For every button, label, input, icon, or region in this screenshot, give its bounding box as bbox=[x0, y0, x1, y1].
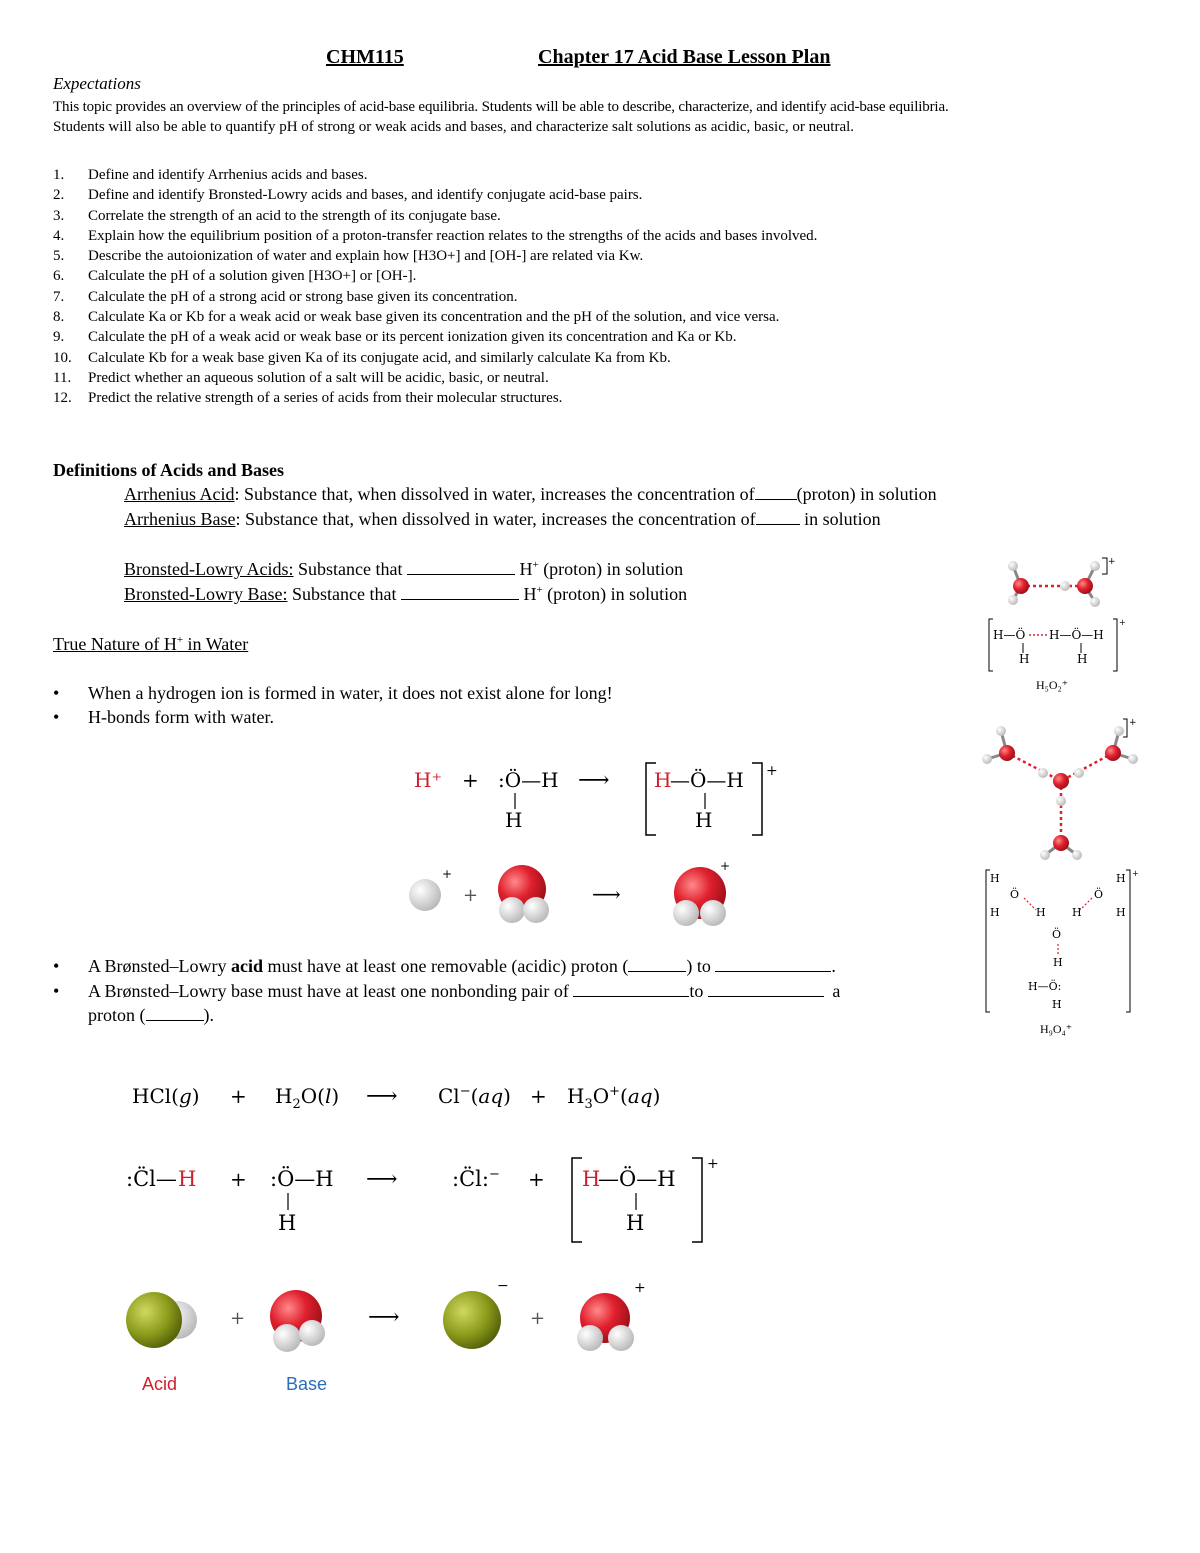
hydrogen-ball bbox=[1008, 595, 1018, 605]
svg-text:Ö: Ö bbox=[1052, 928, 1062, 941]
water-lower-h: H bbox=[505, 808, 523, 832]
course-code: CHM115 bbox=[326, 46, 404, 68]
objective-number: 9. bbox=[53, 329, 65, 346]
rule-text: ). bbox=[203, 1005, 214, 1025]
svg-text:H: H bbox=[1116, 872, 1126, 885]
bracket-left bbox=[572, 1158, 582, 1242]
plus-sign: + bbox=[230, 1308, 246, 1329]
bl-base-rule-continued bbox=[88, 1005, 214, 1026]
rule-text: . bbox=[831, 956, 836, 976]
hcl-lewis-h: H bbox=[178, 1167, 197, 1191]
definition-text: Substance that bbox=[291, 584, 397, 604]
charge-plus: + bbox=[720, 859, 731, 873]
charge-plus: + bbox=[634, 1280, 646, 1296]
fill-in-blank bbox=[401, 584, 519, 600]
objective-item bbox=[53, 287, 1153, 307]
chlorine-ball bbox=[126, 1292, 182, 1348]
fill-in-blank bbox=[146, 1005, 204, 1021]
hcl-lewis-cl: :C̈l— bbox=[126, 1167, 177, 1191]
bl-base-term: Bronsted-Lowry Base: bbox=[124, 584, 288, 604]
page-title: Chapter 17 Acid Base Lesson Plan bbox=[538, 46, 831, 68]
hydrogen-ball bbox=[1074, 768, 1084, 778]
reaction-arrow: ⟶ bbox=[368, 1305, 400, 1330]
chloride-ball bbox=[443, 1291, 501, 1349]
rule-text: a bbox=[832, 981, 841, 1001]
objective-item bbox=[53, 307, 1153, 327]
bl-base-definition bbox=[124, 584, 687, 605]
plus-sign: + bbox=[230, 1167, 247, 1191]
fill-in-blank bbox=[755, 484, 797, 500]
bullet-dot: • bbox=[53, 707, 60, 727]
hydrogen-ball bbox=[1008, 561, 1018, 571]
svg-text:H: H bbox=[1019, 652, 1030, 666]
water-lewis: :Ö—H bbox=[498, 768, 559, 792]
bracket-right bbox=[692, 1158, 702, 1242]
bl-acid-rule bbox=[88, 956, 836, 977]
objective-text: Predict the relative strength of a series of acids from their molecular structures. bbox=[88, 390, 563, 407]
plus-superscript: + bbox=[176, 634, 184, 646]
hydrogen-ball bbox=[673, 900, 699, 926]
definition-text: : Substance that, when dissolved in water, increases the concentration of bbox=[235, 509, 756, 529]
fill-in-blank bbox=[573, 981, 689, 997]
bl-acid-term: Bronsted-Lowry Acids: bbox=[124, 559, 294, 579]
objective-item bbox=[53, 226, 1153, 246]
objective-text: Define and identify Arrhenius acids and bases. bbox=[88, 167, 368, 183]
hcl-reaction-equation bbox=[120, 1075, 680, 1119]
chloride-formula: Cl−(aq) bbox=[438, 1084, 511, 1108]
hydrogen-ball bbox=[299, 1320, 325, 1346]
hydronium-lower-h: H bbox=[695, 808, 713, 832]
arrhenius-acid-term: Arrhenius Acid bbox=[124, 484, 235, 504]
oxygen-ball bbox=[1105, 745, 1121, 761]
objective-number: 3. bbox=[53, 207, 65, 224]
plus-sign: + bbox=[463, 885, 479, 906]
objective-item bbox=[53, 348, 1153, 368]
objective-number: 11. bbox=[53, 369, 72, 386]
objective-item bbox=[53, 185, 1153, 205]
fill-in-blank bbox=[628, 956, 686, 972]
hydrogen-ball bbox=[996, 726, 1006, 736]
objective-number: 5. bbox=[53, 248, 65, 265]
rule-text: A Brønsted–Lowry base must have at least one nonbonding pair of bbox=[88, 981, 574, 1001]
hydrogen-ball bbox=[1090, 597, 1100, 607]
hydrogen-ball bbox=[700, 900, 726, 926]
objective-text: Calculate Ka or Kb for a weak acid or weak base given its concentration and the pH of the solution, and vice versa. bbox=[88, 309, 780, 326]
fill-in-blank bbox=[715, 956, 831, 972]
reaction-arrow: ⟶ bbox=[578, 768, 610, 793]
hydrogen-ball bbox=[1056, 796, 1066, 806]
expectations-line-1: This topic provides an overview of the principles of acid-base equilibria. Students will be able to describe, characterize, and identify acid-base equilibria. bbox=[53, 99, 949, 115]
oxygen-ball bbox=[1077, 578, 1093, 594]
hydronium-rest: —Ö—H bbox=[670, 768, 744, 792]
hydrogen-ball bbox=[499, 897, 525, 923]
water-lower-h: H bbox=[278, 1211, 297, 1235]
definition-text: in solution bbox=[804, 509, 881, 529]
objective-item bbox=[53, 327, 1153, 347]
hydronium-formula: $H_3O^+(aq)$ bbox=[567, 1084, 661, 1112]
svg-text:H: H bbox=[1052, 998, 1062, 1011]
svg-text:H—Ö—H: H—Ö—H bbox=[1049, 628, 1104, 642]
h9o4-lewis-structure bbox=[980, 866, 1140, 1016]
plus-superscript: + bbox=[532, 559, 539, 571]
objective-number: 8. bbox=[53, 309, 65, 326]
plus-sign: + bbox=[528, 1167, 545, 1191]
objective-number: 4. bbox=[53, 227, 65, 244]
definition-text: (proton) in solution bbox=[543, 559, 684, 579]
water-lewis: :Ö—H bbox=[270, 1167, 334, 1191]
plus-sign: + bbox=[462, 768, 479, 792]
svg-text:H: H bbox=[1036, 906, 1046, 919]
hydrogen-ball bbox=[1128, 754, 1138, 764]
objective-text: Correlate the strength of an acid to the strength of its conjugate base. bbox=[88, 207, 501, 224]
true-nature-heading bbox=[53, 634, 248, 655]
arrhenius-base-definition bbox=[124, 509, 881, 530]
objective-number: 2. bbox=[53, 187, 65, 204]
svg-text:Ö: Ö bbox=[1094, 888, 1104, 901]
rule-text: to bbox=[689, 981, 704, 1001]
bl-base-rule bbox=[88, 981, 840, 1002]
objective-text: Define and identify Bronsted-Lowry acids and bases, and identify conjugate acid-base pairs. bbox=[88, 187, 643, 204]
hydronium-h-red: H bbox=[582, 1167, 601, 1191]
hydrogen-ball bbox=[577, 1325, 603, 1351]
oxygen-ball bbox=[1053, 835, 1069, 851]
definition-text: (proton) in solution bbox=[547, 584, 688, 604]
objective-text: Calculate the pH of a weak acid or weak base or its percent ionization given its concentration and Ka or Kb. bbox=[88, 329, 737, 346]
svg-text:+: + bbox=[1119, 618, 1126, 627]
arrhenius-base-term: Arrhenius Base bbox=[124, 509, 236, 529]
svg-text:H—Ö: H—Ö bbox=[993, 628, 1026, 642]
hydrogen-ball bbox=[1114, 726, 1124, 736]
svg-text:H: H bbox=[1116, 906, 1126, 919]
definition-text: Substance that bbox=[297, 559, 403, 579]
hydronium-h-red: H bbox=[654, 768, 672, 792]
svg-text:+: + bbox=[1108, 557, 1116, 567]
plus-superscript: + bbox=[536, 584, 543, 596]
h-symbol: H bbox=[519, 559, 533, 579]
charge-plus: + bbox=[442, 867, 453, 881]
hydrogen-ball bbox=[1060, 581, 1070, 591]
objective-number: 1. bbox=[53, 167, 65, 183]
definitions-heading: Definitions of Acids and Bases bbox=[53, 460, 285, 480]
objective-item bbox=[53, 246, 1153, 266]
hcl-formula: HCl(g) bbox=[132, 1084, 200, 1108]
arrhenius-acid-definition bbox=[124, 484, 937, 505]
objective-item bbox=[53, 368, 1153, 388]
acid-label bbox=[142, 1374, 177, 1395]
objective-item bbox=[53, 266, 1153, 286]
bullet-dot: • bbox=[53, 956, 60, 976]
hydronium-rest: —Ö—H bbox=[598, 1167, 676, 1191]
hydrogen-ball bbox=[1038, 768, 1048, 778]
water-formula: $H_2O(l)$ bbox=[275, 1084, 340, 1112]
acid-label-text: Acid bbox=[142, 1374, 178, 1394]
bullet-dot: • bbox=[53, 981, 60, 1001]
svg-text:H: H bbox=[1053, 956, 1063, 969]
objective-text: Calculate the pH of a solution given [H3O+] or [OH-]. bbox=[88, 268, 417, 285]
reaction-arrow: ⟶ bbox=[366, 1084, 398, 1109]
fill-in-blank bbox=[708, 981, 824, 997]
charge-plus: + bbox=[766, 763, 778, 779]
hydrogen-ball bbox=[1090, 561, 1100, 571]
objective-item bbox=[53, 388, 1153, 408]
hydrogen-ball bbox=[523, 897, 549, 923]
svg-text:H: H bbox=[990, 906, 1000, 919]
hydronium-lewis-diagram bbox=[400, 755, 800, 845]
h5o2-label: H₅O₂⁺ bbox=[1036, 678, 1069, 692]
hydrogen-ball bbox=[273, 1324, 301, 1352]
objective-text: Describe the autoionization of water and explain how [H3O+] and [OH-] are related via Kw. bbox=[88, 248, 644, 265]
svg-text:+: + bbox=[1132, 869, 1139, 878]
objective-text: Calculate Kb for a weak base given Ka of its conjugate acid, and similarly calculate Ka from Kb. bbox=[88, 349, 671, 366]
hydronium-lower-h: H bbox=[626, 1211, 645, 1235]
hydrogen-ball bbox=[982, 754, 992, 764]
rule-text: A Brønsted–Lowry bbox=[88, 956, 231, 976]
bullet-dot: • bbox=[53, 683, 60, 703]
fill-in-blank bbox=[407, 559, 515, 575]
bullet-text: H-bonds form with water. bbox=[88, 707, 274, 727]
objective-text: Explain how the equilibrium position of a proton-transfer reaction relates to the strengths of the acids and bases involved. bbox=[88, 227, 818, 244]
objective-item bbox=[53, 165, 1153, 185]
hydrogen-ion-ball bbox=[409, 879, 441, 911]
objective-text: Calculate the pH of a strong acid or strong base given its concentration. bbox=[88, 288, 518, 305]
objective-number: 12. bbox=[53, 390, 72, 407]
svg-text:Ö: Ö bbox=[1010, 888, 1020, 901]
objective-number: 6. bbox=[53, 268, 65, 285]
hydrogen-ball bbox=[608, 1325, 634, 1351]
svg-text:H: H bbox=[1072, 906, 1082, 919]
hydrogen-ball bbox=[1072, 850, 1082, 860]
rule-text: ) to bbox=[686, 956, 716, 976]
bl-acid-definition bbox=[124, 559, 683, 580]
plus-sign: + bbox=[530, 1084, 547, 1108]
rule-bold: acid bbox=[231, 956, 264, 976]
objective-item bbox=[53, 206, 1153, 226]
bracket-right bbox=[752, 763, 762, 835]
oxygen-ball bbox=[1053, 773, 1069, 789]
hcl-lewis-diagram bbox=[120, 1150, 720, 1250]
plus-sign: + bbox=[230, 1084, 247, 1108]
objective-text: Predict whether an aqueous solution of a salt will be acidic, basic, or neutral. bbox=[88, 369, 549, 386]
base-label bbox=[286, 1374, 327, 1395]
expectations-heading: Expectations bbox=[53, 74, 141, 93]
oxygen-ball bbox=[1013, 578, 1029, 594]
charge-plus: + bbox=[707, 1156, 719, 1172]
rule-text: must have at least one removable (acidic) proton ( bbox=[263, 956, 629, 976]
h-plus-symbol: H⁺ bbox=[414, 768, 442, 792]
hydrogen-ball bbox=[1040, 850, 1050, 860]
svg-text:H: H bbox=[990, 872, 1000, 885]
fill-in-blank bbox=[756, 509, 800, 525]
chloride-lewis: :C̈l:− bbox=[452, 1167, 500, 1191]
objective-number: 7. bbox=[53, 288, 65, 305]
reaction-arrow: ⟶ bbox=[366, 1167, 398, 1192]
hcl-spacefill-diagram bbox=[120, 1278, 680, 1358]
definition-text: (proton) in solution bbox=[796, 484, 937, 504]
base-label-text: Base bbox=[286, 1374, 328, 1394]
heading-text: True Nature of H bbox=[53, 634, 177, 654]
objective-number: 10. bbox=[53, 349, 72, 366]
h9o4-label: H₉O₄⁺ bbox=[1040, 1022, 1073, 1036]
expectations-line-2: Students will also be able to quantify pH of strong or weak acids and bases, and characterize salt solutions as acidic, basic, or neutral. bbox=[53, 119, 855, 135]
charge-minus: − bbox=[497, 1278, 509, 1294]
plus-sign: + bbox=[530, 1308, 546, 1329]
h5o2-ball-stick-model bbox=[995, 552, 1125, 612]
h-symbol: H bbox=[523, 584, 537, 604]
bullet-text: When a hydrogen ion is formed in water, it does not exist alone for long! bbox=[88, 683, 613, 703]
svg-text:H: H bbox=[1077, 652, 1088, 666]
hydronium-spacefill-diagram bbox=[400, 858, 760, 938]
definition-text: : Substance that, when dissolved in water, increases the concentration of bbox=[234, 484, 755, 504]
oxygen-ball bbox=[999, 745, 1015, 761]
svg-text:+: + bbox=[1129, 718, 1137, 728]
h9o4-ball-stick-model bbox=[975, 715, 1145, 865]
objectives-list bbox=[53, 165, 1153, 409]
rule-text: proton ( bbox=[88, 1005, 146, 1025]
svg-text:H—Ö:: H—Ö: bbox=[1028, 980, 1062, 993]
heading-text: in Water bbox=[183, 634, 249, 654]
reaction-arrow: ⟶ bbox=[592, 882, 621, 906]
